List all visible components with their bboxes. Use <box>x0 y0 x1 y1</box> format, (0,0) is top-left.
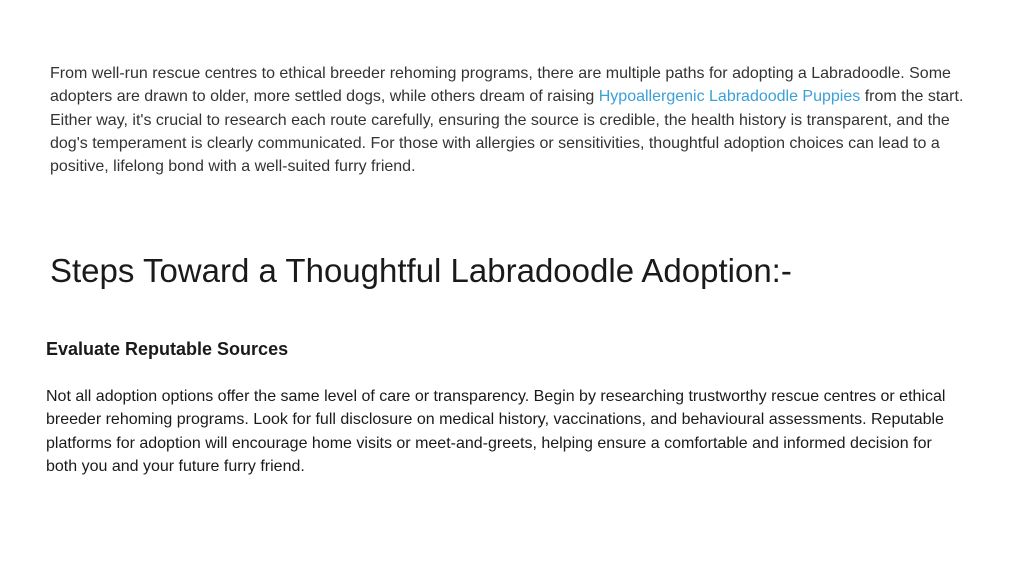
section-body-paragraph: Not all adoption options offer the same level of care or transparency. Begin by researching trustworthy rescue centres or ethical breeder rehoming programs. Look for full disclosure on medical history, vaccinations, and behavioural assessments. Reputable platforms for adoption will encourage home visits or meet-and-greets, helping ensure a comfortable and informed decision for both you and your future furry friend. <box>46 388 946 475</box>
hypoallergenic-puppies-link[interactable]: Hypoallergenic Labradoodle Puppies <box>598 88 861 106</box>
section-subheading: Evaluate Reputable Sources <box>46 339 289 359</box>
section-heading: Steps Toward a Thoughtful Labradoodle Adoption:- <box>50 252 792 289</box>
intro-text-after-link: from the start. Either way, it's crucial to research each route carefully, ensuring the source is credible, the health history is transparent, and the dog's temperament is clearly communicated. For those with allergies or sensitivities, thoughtful adoption choices can lead to a positive, lifelong bond with a well-suited furry friend. <box>50 88 964 176</box>
intro-text-before-link: From well-run rescue centres to ethical breeder rehoming programs, there are multiple paths for adopting a Labradoodle. Some adopters are drawn to older, more settled dogs, while others dream of raising <box>50 65 951 106</box>
intro-paragraph <box>50 62 985 178</box>
